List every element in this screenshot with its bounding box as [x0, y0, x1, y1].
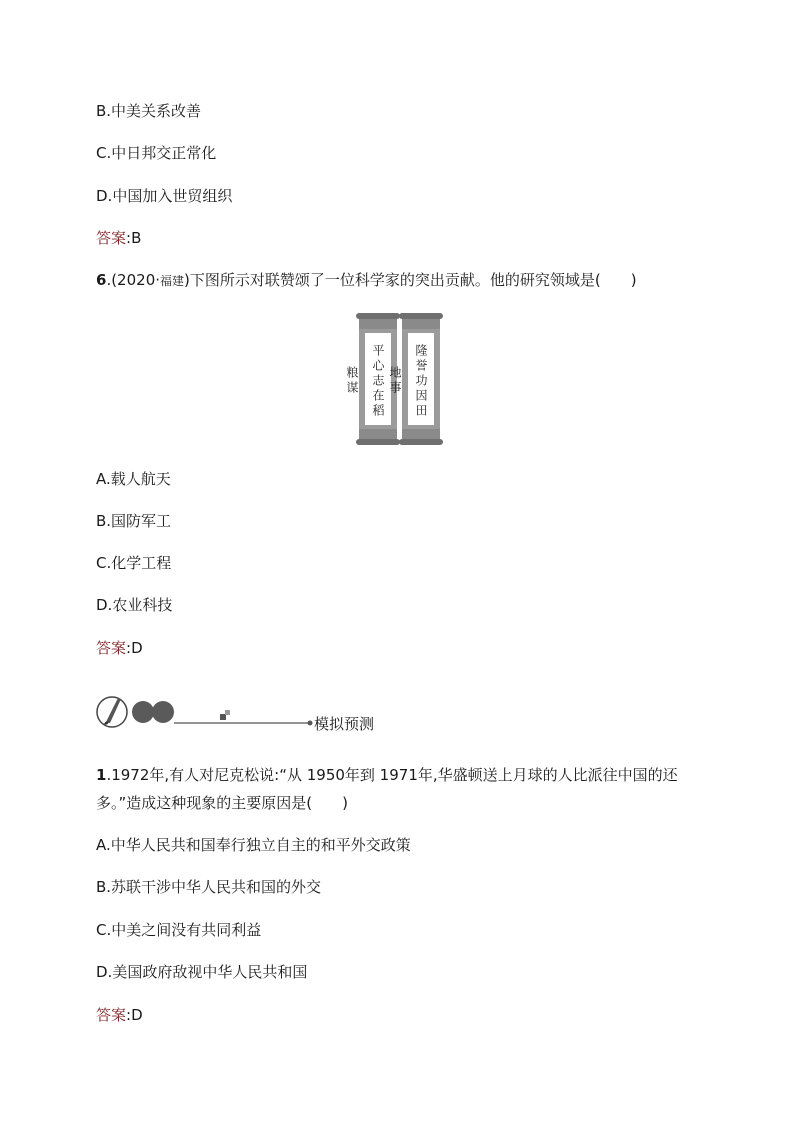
line-end-dot — [308, 721, 313, 726]
section-header — [96, 690, 396, 734]
question-source-place: 福建 — [160, 274, 185, 288]
scroll-header-band — [402, 319, 440, 329]
scroll-footer-band — [402, 429, 440, 439]
question-stem: .1972年,有人对尼克松说:“从 1950年到 1971年,华盛顿送上月球的人比派往中国的还 — [106, 766, 678, 784]
couplet-right-text: 隆誉功因田地事 — [388, 343, 428, 419]
scroll-paper — [388, 329, 440, 429]
answer-label: 答案 — [96, 1006, 127, 1024]
q1-stem-line2: 多。”造成这种现象的主要原因是( ) — [96, 794, 348, 812]
q5-option-c: C.中日邦交正常化 — [96, 144, 217, 162]
q1-option-b: B.苏联干涉中华人民共和国的外交 — [96, 878, 322, 896]
q6-stem — [96, 270, 637, 291]
q1-stem-line1 — [96, 765, 678, 785]
q6-option-b: B.国防军工 — [96, 512, 172, 530]
section-title: 模拟预测 — [314, 715, 375, 733]
scroll-inner — [388, 333, 434, 425]
q5-answer — [96, 228, 141, 248]
dot-icon — [152, 701, 174, 723]
question-number: 6 — [96, 271, 107, 289]
question-source-prefix: .(2020· — [106, 271, 160, 289]
question-number: 1 — [96, 766, 107, 784]
couplet-scroll-right — [388, 313, 441, 445]
q1-option-d: D.美国政府敌视中华人民共和国 — [96, 963, 308, 981]
q5-option-d: D.中国加入世贸组织 — [96, 187, 233, 205]
answer-value: :D — [126, 639, 143, 657]
q6-option-c: C.化学工程 — [96, 554, 172, 572]
scroll-footer-band — [359, 429, 397, 439]
scroll-rod — [399, 439, 443, 445]
q1-answer — [96, 1005, 143, 1025]
couplet-left-text: 平心志在稻粮谋 — [345, 343, 385, 419]
scroll-header-band — [359, 319, 397, 329]
square-icon — [225, 710, 230, 715]
answer-value: :D — [126, 1006, 143, 1024]
q1-option-a: A.中华人民共和国奉行独立自主的和平外交政策 — [96, 836, 411, 854]
q6-option-a: A.载人航天 — [96, 470, 171, 488]
answer-label: 答案 — [96, 229, 127, 247]
question-stem: )下图所示对联赞颂了一位科学家的突出贡献。他的研究领域是( ) — [184, 271, 637, 289]
answer-value: :B — [126, 229, 142, 247]
q1-option-c: C.中美之间没有共同利益 — [96, 921, 262, 939]
scroll-rod — [356, 439, 400, 445]
answer-label: 答案 — [96, 639, 127, 657]
q6-option-d: D.农业科技 — [96, 596, 173, 614]
dot-icon — [132, 701, 154, 723]
q5-option-b: B.中美关系改善 — [96, 102, 202, 120]
q6-answer — [96, 638, 143, 658]
